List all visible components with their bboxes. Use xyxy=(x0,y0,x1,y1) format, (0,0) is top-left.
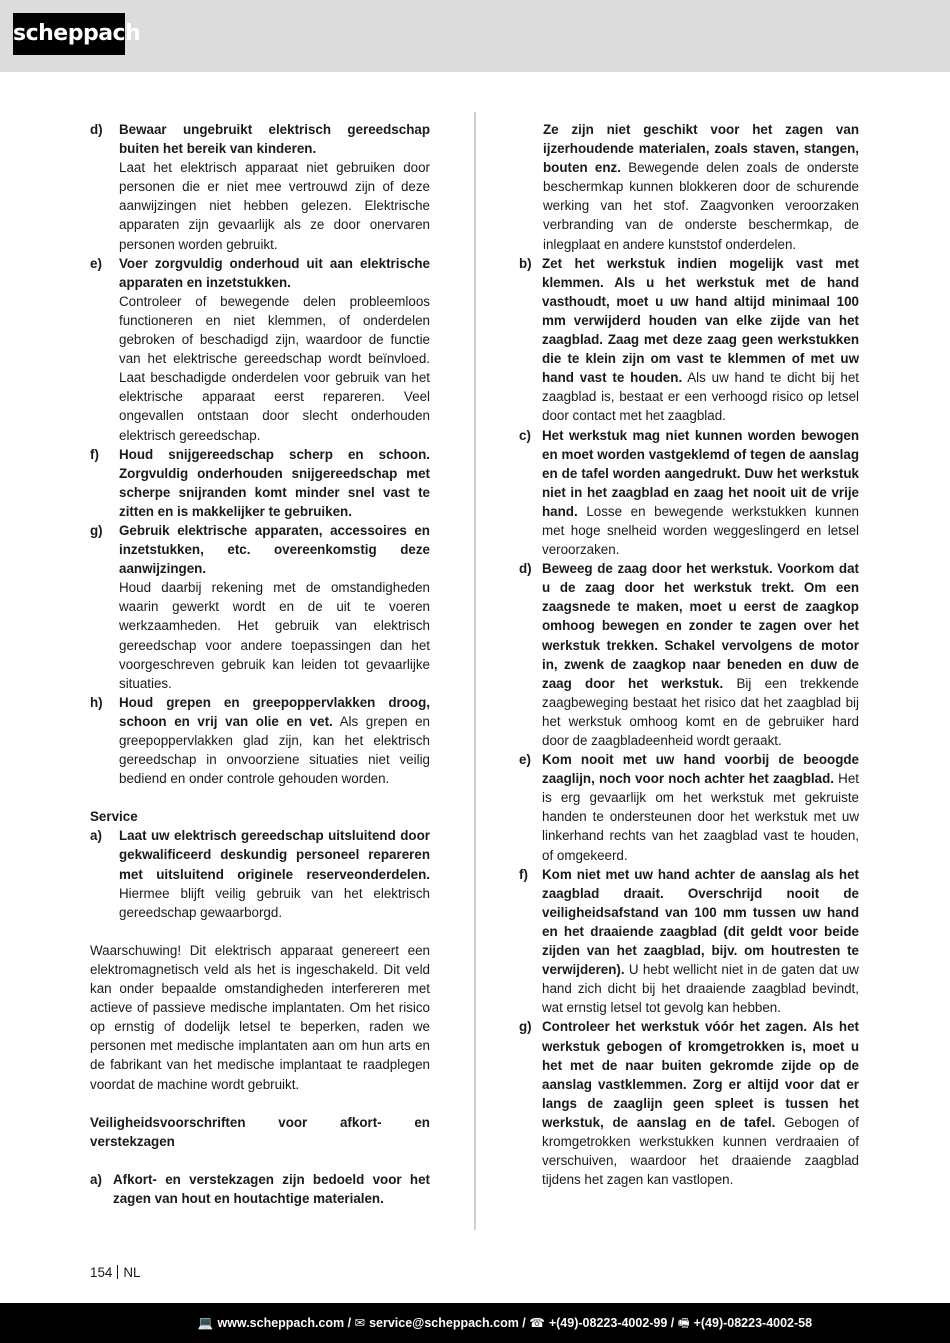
list-item-e xyxy=(90,254,430,445)
item-heading: Houd grepen en greepoppervlakken droog, schoon en vrij van olie en vet. xyxy=(119,694,430,729)
item-heading: Het werkstuk mag niet kunnen worden bewogen en moet worden vastgeklemd of tegen de aanslag en de tafel worden aangedrukt. Duw het werkstuk niet in het zaagblad en zaag het nooit uit de vrije hand. xyxy=(542,427,859,519)
list-label: f) xyxy=(519,866,528,882)
column-divider xyxy=(474,112,476,1230)
warning-paragraph: Waarschuwing! Dit elektrisch apparaat genereert een elektromagnetisch veld als het is ingeschakeld. Dit veld kan onder bepaalde omstandigheden interfereren met actieve of passieve medische implantaten. Om het risico op ernstig of dodelijk letsel te beperken, raden we personen met medische implantaten aan om hun arts en de fabrikant van het medische implantaat te raadplegen voordat de machine wordt gebruikt. xyxy=(90,942,430,1092)
list-label: f) xyxy=(90,446,99,462)
list-label: a) xyxy=(90,828,102,844)
list-label: h) xyxy=(90,694,103,710)
footer-fax: +(49)-08223-4002-58 xyxy=(693,1316,813,1330)
item-paragraph xyxy=(542,254,859,426)
item-heading: Zet het werkstuk indien mogelijk vast met klemmen. Als u het werkstuk met de hand vasthoudt, moet u uw hand altijd minimaal 100 mm verwijderd houden van elke zijde van het zaagblad. Zaag met deze zaag geen werkstukken die te klein zijn om vast te klemmen of met uw hand vast te houden. xyxy=(542,255,859,386)
item-heading: Ze zijn niet geschikt voor het zagen van ijzerhoudende materialen, zoals staven, stangen, bouten enz. xyxy=(543,122,859,176)
item-paragraph xyxy=(542,1017,859,1189)
item-paragraph xyxy=(542,750,859,865)
item-heading: Voer zorgvuldig onderhoud uit aan elektrische apparaten en inzetstukken. xyxy=(119,255,430,290)
right-column xyxy=(519,120,859,1189)
page-header xyxy=(0,0,950,72)
list-label: c) xyxy=(519,427,531,443)
list-item-saw-b xyxy=(519,254,859,426)
list-label: a) xyxy=(90,1171,102,1187)
item-heading: Controleer het werkstuk vóór het zagen. Als het werkstuk gebogen of kromgetrokken is, moet u het met de naar buiten gekromde zijde op de aanslag vastklemmen. Zorg er altijd voor dat er langs de zaaglijn geen spleet is tussen het werkstuk, de aanslag en de tafel. xyxy=(542,1019,859,1130)
page-number: 154 xyxy=(90,1265,113,1280)
list-label: g) xyxy=(90,522,103,538)
list-label: g) xyxy=(519,1019,532,1035)
section-heading-saw-safety: Veiligheidsvoorschriften voor afkort- en verstekzagen xyxy=(90,1114,430,1149)
item-paragraph xyxy=(542,865,859,1018)
list-item-saw-e xyxy=(519,750,859,865)
list-item-saw-a-continued xyxy=(519,120,859,254)
item-paragraph xyxy=(543,120,859,254)
item-heading: Beweeg de zaag door het werkstuk. Voorkom dat u de zaag door het werkstuk trekt. Om een zaagsnede te maken, moet u eerst de zaagkop omhoog bewegen en zonder te zagen over het werkstuk trekken. Schakel vervolgens de motor in, zwenk de zaagkop naar beneden en duw de zaag door het werkstuk. xyxy=(542,561,859,691)
brand-logo: scheppach xyxy=(13,13,125,55)
list-label: e) xyxy=(90,255,102,271)
item-text: Als uw hand te dicht bij het zaagblad is, bestaat er een verhoogd risico op letsel door contact met het zaagblad. xyxy=(542,370,860,424)
item-paragraph xyxy=(119,693,430,788)
list-item-saw-c xyxy=(519,426,859,560)
list-item-saw-a xyxy=(90,1170,430,1208)
item-text: Losse en bewegende werkstukken kunnen met hoge snelheid worden weggeslingerd en letsel veroorzaken. xyxy=(542,503,859,558)
page-number-block xyxy=(90,1265,140,1280)
item-text: Bij een trekkende zaagbeweging bestaat het risico dat het zaagblad bij het werkstuk omhoog komt en de gebruiker hard door de zaagbladeenheid wordt geraakt. xyxy=(542,675,859,748)
list-label: d) xyxy=(519,561,532,577)
list-item-saw-g xyxy=(519,1017,859,1189)
list-item-d xyxy=(90,120,430,254)
footer-website: www.scheppach.com / xyxy=(217,1316,352,1330)
fax-icon: 🖷 xyxy=(677,1316,690,1330)
left-column xyxy=(90,120,430,1208)
footer-email: service@scheppach.com / xyxy=(369,1316,526,1330)
list-label: b) xyxy=(519,255,532,271)
item-text: Bewegende delen zoals de onderste beschermkap kunnen blokkeren door de schurende werking van het stof. Zaagvonken veroorzaken verbranding van de onderste beschermkap, de inlegplaat en andere kunststof onderdelen. xyxy=(543,160,859,252)
list-item-g xyxy=(90,521,430,693)
page-footer xyxy=(0,1303,950,1343)
list-item-saw-d xyxy=(519,559,859,750)
footer-phone: +(49)-08223-4002-99 / xyxy=(548,1316,675,1330)
item-heading: Kom niet met uw hand achter de aanslag als het zaagblad draait. Overschrijd nooit de veiligheidsafstand van 100 mm tussen uw hand en het draaiende zaagblad (dit geldt voor beide zijden van het zaagblad, bijv. om houtresten te verwijderen). xyxy=(542,866,859,978)
section-heading-service: Service xyxy=(90,809,138,825)
item-text: Houd daarbij rekening met de omstandigheden waarin gewerkt wordt en de uit te voeren werkzaamheden. Het gebruik van elektrisch gereedschap voor andere toepassingen dan het voorgeschreven gebruik kan leiden tot gevaarlijke situaties. xyxy=(119,580,430,691)
item-text: U hebt wellicht niet in de gaten dat uw hand zich dicht bij het draaiende zaagblad bevindt, wat ernstig letsel tot gevolg kan hebben. xyxy=(542,962,859,1016)
laptop-icon: 💻 xyxy=(197,1316,214,1330)
list-item-h xyxy=(90,693,430,788)
page-language: NL xyxy=(123,1265,141,1280)
list-item-saw-f xyxy=(519,865,859,1018)
item-paragraph xyxy=(119,826,430,921)
item-heading: Bewaar ungebruikt elektrisch gereedschap buiten het bereik van kinderen. xyxy=(119,122,430,157)
item-heading: Kom nooit met uw hand voorbij de beoogde zaaglijn, noch voor noch achter het zaagblad. xyxy=(542,752,859,787)
list-label: d) xyxy=(90,122,103,137)
phone-icon: ☎ xyxy=(529,1316,545,1330)
item-heading: Afkort- en verstekzagen zijn bedoeld voor het zagen van hout en houtachtige materialen. xyxy=(113,1171,430,1206)
item-paragraph xyxy=(542,426,859,560)
list-item-f xyxy=(90,445,430,521)
list-label: e) xyxy=(519,752,531,768)
item-heading: Gebruik elektrische apparaten, accessoires en inzetstukken, etc. overeenkomstig deze aanwijzingen. xyxy=(119,522,430,577)
item-text: Het is erg gevaarlijk om het werkstuk met gekruiste handen te ondersteunen door het werkstuk met uw linkerhand rechts van het zaagblad vast te houden, of omgekeerd. xyxy=(542,771,859,863)
page-separator xyxy=(117,1265,118,1279)
item-heading: Laat uw elektrisch gereedschap uitsluitend door gekwalificeerd deskundig personeel repareren met uitsluitend originele reserveonderdelen. xyxy=(119,828,430,882)
item-heading: Houd snijgereedschap scherp en schoon. Zorgvuldig onderhouden snijgereedschap met scherpe snijranden komt minder snel vast te zitten en is makkelijker te gebruiken. xyxy=(119,446,430,519)
item-text: Laat het elektrisch apparaat niet gebruiken door personen die er niet mee vertrouwd zijn of deze aanwijzingen niet hebben gelezen. Elektrische apparaten zijn gevaarlijk als ze door onervaren personen worden gebruikt. xyxy=(119,160,430,252)
item-text: Controleer of bewegende delen probleemloos functioneren en niet klemmen, of onderdelen gebroken of beschadigd zijn, waardoor de functie van het elektrische gereedschap wordt beïnvloed. Laat beschadigde onderdelen voor gebruik van het elektrische apparaat eerst repareren. Veel ongevallen ontstaan door slecht onderhouden elektrisch gereedschap. xyxy=(119,293,430,443)
list-item-service-a xyxy=(90,826,430,921)
item-paragraph xyxy=(542,559,859,750)
item-text: Als grepen en greepoppervlakken glad zijn, kan het elektrisch gereedschap in onvoorziene situaties niet veilig bediend en onder controle gehouden worden. xyxy=(119,713,430,787)
mail-icon: ✉ xyxy=(354,1316,366,1330)
item-text: Hiermee blijft veilig gebruik van het elektrisch gereedschap gewaarborgd. xyxy=(119,885,430,920)
item-text: Gebogen of kromgetrokken werkstukken kunnen verdraaien of verschuiven, waardoor het draaiende zaagblad tijdens het zagen kan vastlopen. xyxy=(542,1114,859,1188)
